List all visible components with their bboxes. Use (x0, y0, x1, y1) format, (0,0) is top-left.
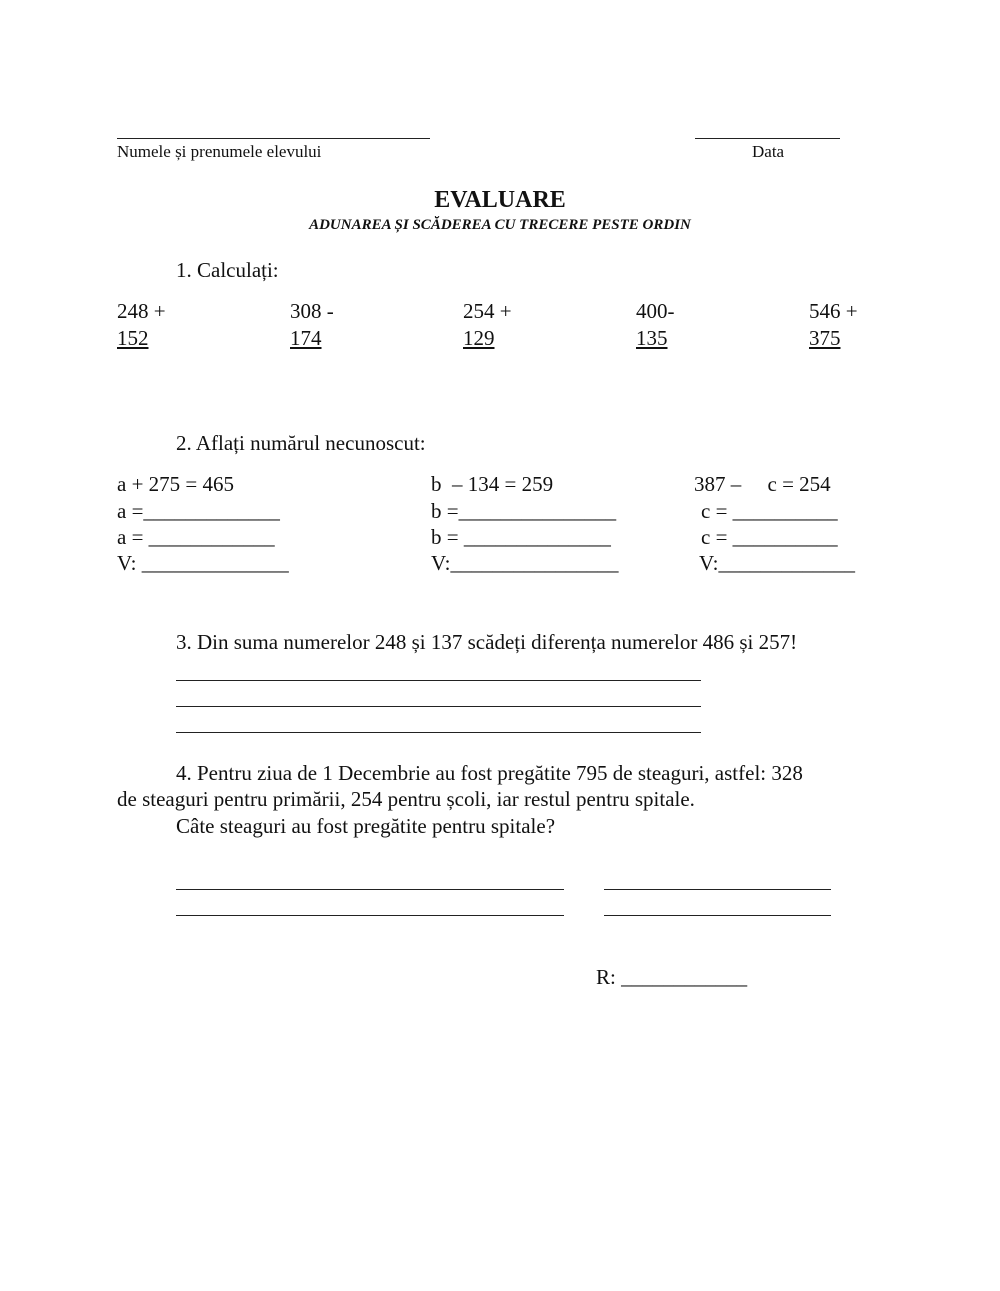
ex1-problem-5-bottom: 375 (809, 326, 841, 350)
page-title: EVALUARE (434, 187, 566, 213)
ex3-answer-line-1[interactable] (176, 680, 701, 681)
ex1-problem-4-top: 400- (636, 299, 675, 323)
ex4-work-line-1-right[interactable] (604, 889, 831, 890)
ex1-problem-3-bottom: 129 (463, 326, 495, 350)
name-line[interactable] (117, 138, 430, 139)
ex3-answer-line-3[interactable] (176, 732, 701, 733)
name-label: Numele și prenumele elevului (117, 142, 322, 161)
ex2-col2-verify[interactable]: V:________________ (431, 551, 619, 575)
ex2-col3-verify[interactable]: V:_____________ (699, 551, 855, 575)
ex4-question: Câte steaguri au fost pregătite pentru spitale? (176, 814, 556, 838)
ex2-col2-equation: b – 134 = 259 (431, 472, 554, 496)
date-line[interactable] (695, 138, 840, 139)
ex1-heading: 1. Calculați: (176, 258, 279, 282)
ex3-answer-line-2[interactable] (176, 706, 701, 707)
ex4-work-line-2-left[interactable] (176, 915, 564, 916)
ex1-problem-2-bottom: 174 (290, 326, 322, 350)
ex1-problem-1-top: 248 + (117, 299, 166, 323)
ex2-col3-line2[interactable]: c = __________ (701, 525, 838, 549)
ex1-problem-5-top: 546 + (809, 299, 858, 323)
ex3-text: 3. Din suma numerelor 248 și 137 scădeți diferența numerelor 486 și 257! (176, 630, 798, 654)
ex1-problem-4-bottom: 135 (636, 326, 668, 350)
ex2-col1-line1[interactable]: a =_____________ (117, 499, 280, 523)
ex2-col3-line1[interactable]: c = __________ (701, 499, 838, 523)
ex2-col2-line2[interactable]: b = ______________ (431, 525, 611, 549)
ex1-problem-1-bottom: 152 (117, 326, 149, 350)
ex2-col2-line1[interactable]: b =_______________ (431, 499, 617, 523)
ex2-col1-verify[interactable]: V: ______________ (117, 551, 289, 575)
ex4-line-1: 4. Pentru ziua de 1 Decembrie au fost pregătite 795 de steaguri, astfel: 328 (176, 761, 803, 785)
ex2-heading: 2. Aflați numărul necunoscut: (176, 431, 426, 455)
ex4-answer[interactable]: R: ____________ (596, 965, 748, 989)
ex1-problem-3-top: 254 + (463, 299, 512, 323)
ex2-col1-equation: a + 275 = 465 (117, 472, 235, 496)
page-subtitle: ADUNAREA ȘI SCĂDEREA CU TRECERE PESTE ORDIN (309, 217, 691, 233)
ex2-col3-equation: 387 – c = 254 (694, 472, 831, 496)
ex4-line-2: de steaguri pentru primării, 254 pentru școli, iar restul pentru spitale. (117, 787, 695, 811)
ex1-problem-2-top: 308 - (290, 299, 334, 323)
ex4-work-line-1-left[interactable] (176, 889, 564, 890)
ex2-col1-line2[interactable]: a = ____________ (117, 525, 275, 549)
ex4-work-line-2-right[interactable] (604, 915, 831, 916)
date-label: Data (752, 142, 785, 161)
